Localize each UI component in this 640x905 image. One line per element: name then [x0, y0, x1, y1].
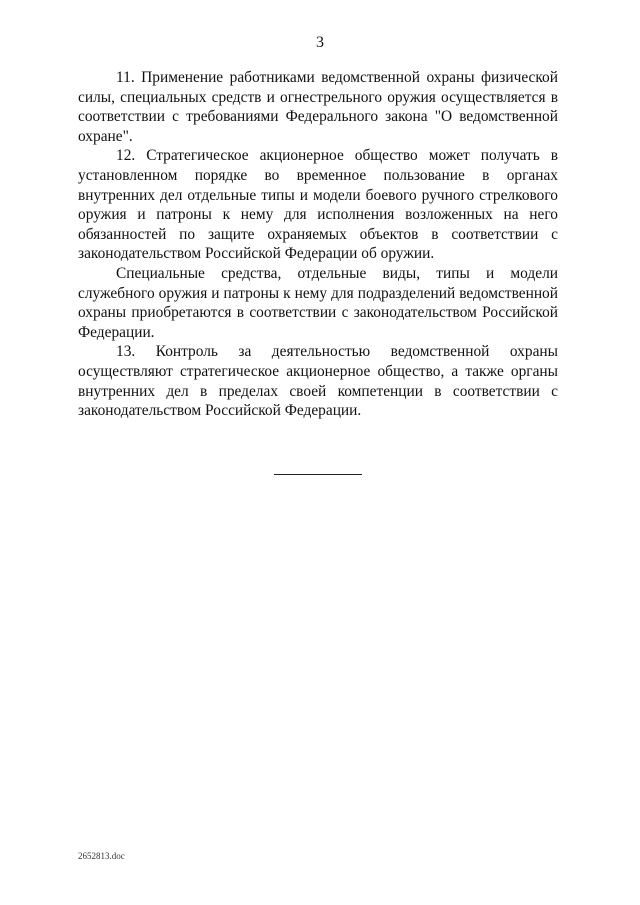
paragraph-special-means-acquisition: Специальные средства, отдельные виды, типы и модели служебного оружия и патроны к нему для подразделений ведомственной охраны приобретаются в соответствии с законодательством Российской Федерации. [78, 264, 558, 341]
document-filename: 2652813.doc [78, 851, 125, 861]
page-number: 3 [316, 34, 324, 51]
paragraph-11-use-of-force: 11. Применение работниками ведомственной охраны физической силы, специальных средств и огнестрельного оружия осуществляется в соответствии с требованиями Федерального закона "О ведомственной охране". [78, 69, 558, 145]
closing-divider [274, 474, 362, 475]
document-body [78, 68, 558, 421]
paragraph-13-oversight: 13. Контроль за деятельностью ведомственной охраны осуществляют стратегическое акционерное общество, а также органы внутренних дел в пределах своей компетенции в соответствии с законодательством Российской Федерации. [78, 343, 558, 420]
paragraph-12-temporary-weapons-use: 12. Стратегическое акционерное общество может получать в установленном порядке во временное пользование в органах внутренних дел отдельные типы и модели боевого ручного стрелкового оружия и патроны к нему для исполнения возложенных на него обязанностей по защите охраняемых объектов в соответствии с законодательством Российской Федерации об оружии. [78, 147, 558, 263]
